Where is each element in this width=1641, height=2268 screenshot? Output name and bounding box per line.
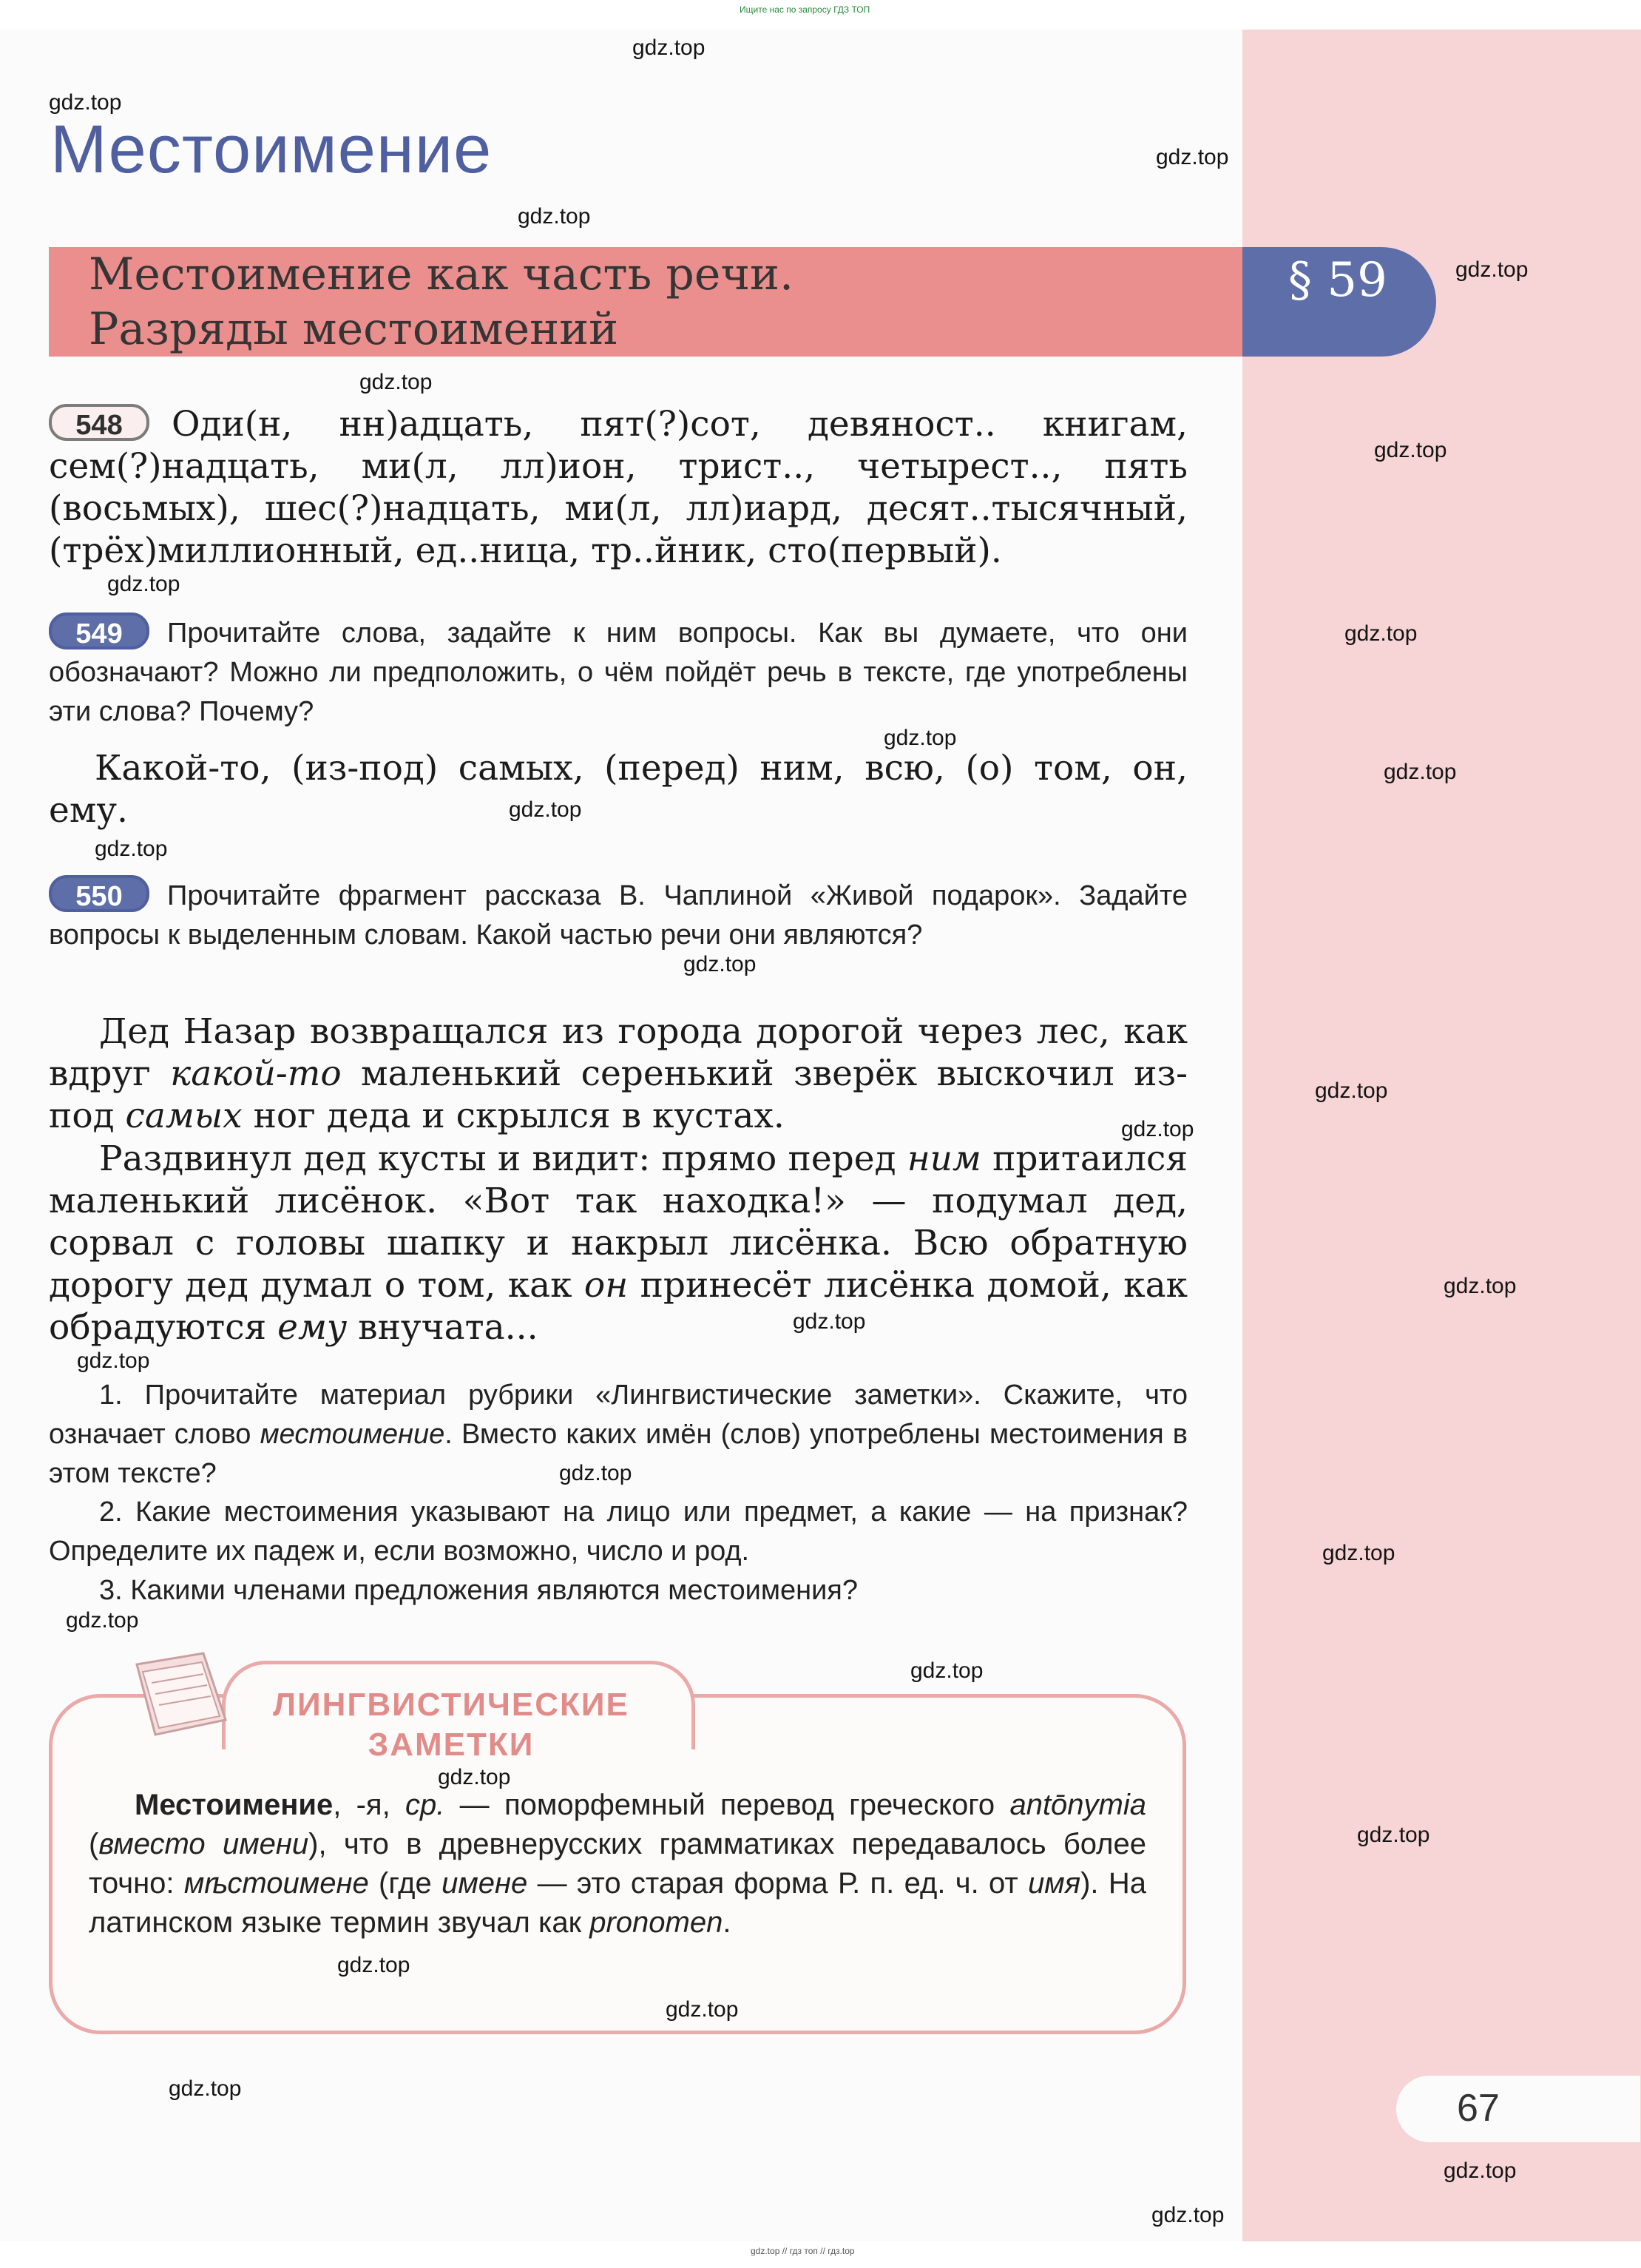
exercise-550-task: Прочитайте фрагмент рассказа В. Чаплиной «Живой подарок». Задайте вопросы к выделенным словам. Какой частью речи они являются? bbox=[49, 880, 1188, 951]
exercise-548-line4: (трёх)миллионный, ед..ница, тр..йник, сто(первый). bbox=[49, 530, 1002, 571]
watermark: gdz.top bbox=[1156, 145, 1229, 169]
exercise-548-line1: Оди(н, нн)адцать, пят(?)сот, девяност.. книгам, bbox=[172, 404, 1188, 445]
linguistic-notes-text: Местоимение, -я, ср. — поморфемный перевод греческого antōnymia (вместо имени), что в древнерусских грамматиках передавалось более точно: мѣстоимене (где имене — это старая форма Р. п. ед. ч. от имя). На латинском языке термин звучал как pronomen. bbox=[89, 1789, 1147, 1939]
story-paragraph-1: Дед Назар возвращался из города дорогой через лес, как вдруг какой-то маленький серенький зверёк выскочил из-под самых ног деда и скрылся в кустах. bbox=[49, 1011, 1188, 1136]
watermark: gdz.top bbox=[1121, 1117, 1194, 1141]
linguistic-notes-heading: ЛИНГВИСТИЧЕСКИЕ ЗАМЕТКИ bbox=[273, 1687, 629, 1763]
watermark: gdz.top bbox=[884, 726, 957, 750]
watermark: gdz.top bbox=[66, 1608, 139, 1633]
watermark: gdz.top bbox=[1384, 760, 1457, 784]
chapter-title: Местоимение bbox=[50, 112, 493, 187]
question-2: 2. Какие местоимения указывают на лицо или предмет, а какие — на признак? Определите их падеж и, если возможно, число и род. bbox=[49, 1496, 1188, 1567]
watermark: gdz.top bbox=[77, 1349, 150, 1373]
watermark: gdz.top bbox=[49, 90, 122, 115]
watermark: gdz.top bbox=[1444, 2159, 1517, 2183]
highlighted-word: самых bbox=[125, 1096, 243, 1136]
watermark: gdz.top bbox=[337, 1953, 410, 1977]
header-note: Ищите нас по запросу ГДЗ ТОП bbox=[740, 4, 870, 15]
exercise-548-badge bbox=[49, 404, 149, 441]
watermark: gdz.top bbox=[666, 1997, 739, 2022]
highlighted-word: какой-то bbox=[170, 1053, 342, 1094]
highlighted-word: ним bbox=[907, 1138, 981, 1179]
exercise-548-line3: (восьмых), шес(?)надцать, ми(л, лл)иард, десят..тысячный, bbox=[49, 488, 1188, 529]
watermark: gdz.top bbox=[1344, 621, 1418, 646]
watermark: gdz.top bbox=[559, 1461, 632, 1485]
question-3: 3. Какими членами предложения являются местоимения? bbox=[99, 1575, 858, 1606]
page-number: 67 bbox=[1457, 2087, 1500, 2130]
section-title-line1: Местоимение как часть речи. bbox=[89, 249, 794, 300]
page-margin bbox=[1242, 30, 1641, 2268]
highlighted-word: он bbox=[583, 1265, 629, 1306]
watermark: gdz.top bbox=[1374, 438, 1447, 462]
notes-term: Местоимение bbox=[135, 1789, 334, 1821]
question-1: 1. Прочитайте материал рубрики «Лингвистические заметки». Скажите, что означает слово местоимение. Вместо каких имён (слов) употреблены местоимения в этом тексте? bbox=[49, 1380, 1188, 1489]
footer-note: gdz.top // гдз топ // гдз.top bbox=[751, 2246, 855, 2256]
watermark: gdz.top bbox=[1315, 1079, 1388, 1103]
exercise-number: 550 bbox=[75, 881, 123, 912]
watermark: gdz.top bbox=[107, 572, 180, 596]
section-title-line2: Разряды местоимений bbox=[89, 303, 619, 355]
watermark: gdz.top bbox=[632, 36, 706, 60]
watermark: gdz.top bbox=[1357, 1823, 1430, 1847]
watermark: gdz.top bbox=[1444, 1274, 1517, 1298]
watermark: gdz.top bbox=[793, 1309, 866, 1334]
section-title bbox=[89, 247, 794, 357]
exercise-549-task: Прочитайте слова, задайте к ним вопросы. Как вы думаете, что они обозначают? Можно ли предположить, о чём пойдёт речь в тексте, где употреблены эти слова? Почему? bbox=[49, 618, 1188, 727]
watermark: gdz.top bbox=[683, 952, 757, 976]
watermark: gdz.top bbox=[438, 1765, 511, 1789]
exercise-549-words: Какой-то, (из-под) самых, (перед) ним, всю, (о) том, он, ему. bbox=[49, 748, 1188, 831]
watermark: gdz.top bbox=[1455, 257, 1529, 282]
watermark: gdz.top bbox=[910, 1658, 984, 1683]
book-icon bbox=[122, 1650, 233, 1738]
exercise-number: 548 bbox=[75, 410, 123, 441]
watermark: gdz.top bbox=[169, 2076, 242, 2101]
exercise-548-line2: сем(?)надцать, ми(л, лл)ион, трист.., четырест.., пять bbox=[49, 446, 1188, 487]
watermark: gdz.top bbox=[518, 204, 591, 229]
section-number: § 59 bbox=[1288, 253, 1387, 308]
story-paragraph-2: Раздвинул дед кусты и видит: прямо перед ним притаился маленький лисёнок. «Вот так находка!» — подумал дед, сорвал с головы шапку и накрыл лисёнка. Всю обратную дорогу дед думал о том, как он принесёт лисёнка домой, как обрадуются ему внучата... bbox=[49, 1138, 1188, 1348]
watermark: gdz.top bbox=[509, 797, 582, 822]
exercise-number: 549 bbox=[75, 618, 123, 649]
page-number-box bbox=[1396, 2076, 1640, 2142]
watermark: gdz.top bbox=[95, 837, 168, 861]
watermark: gdz.top bbox=[1151, 2203, 1225, 2227]
highlighted-word: ему bbox=[277, 1307, 348, 1348]
watermark: gdz.top bbox=[359, 370, 433, 394]
watermark: gdz.top bbox=[1322, 1541, 1395, 1565]
